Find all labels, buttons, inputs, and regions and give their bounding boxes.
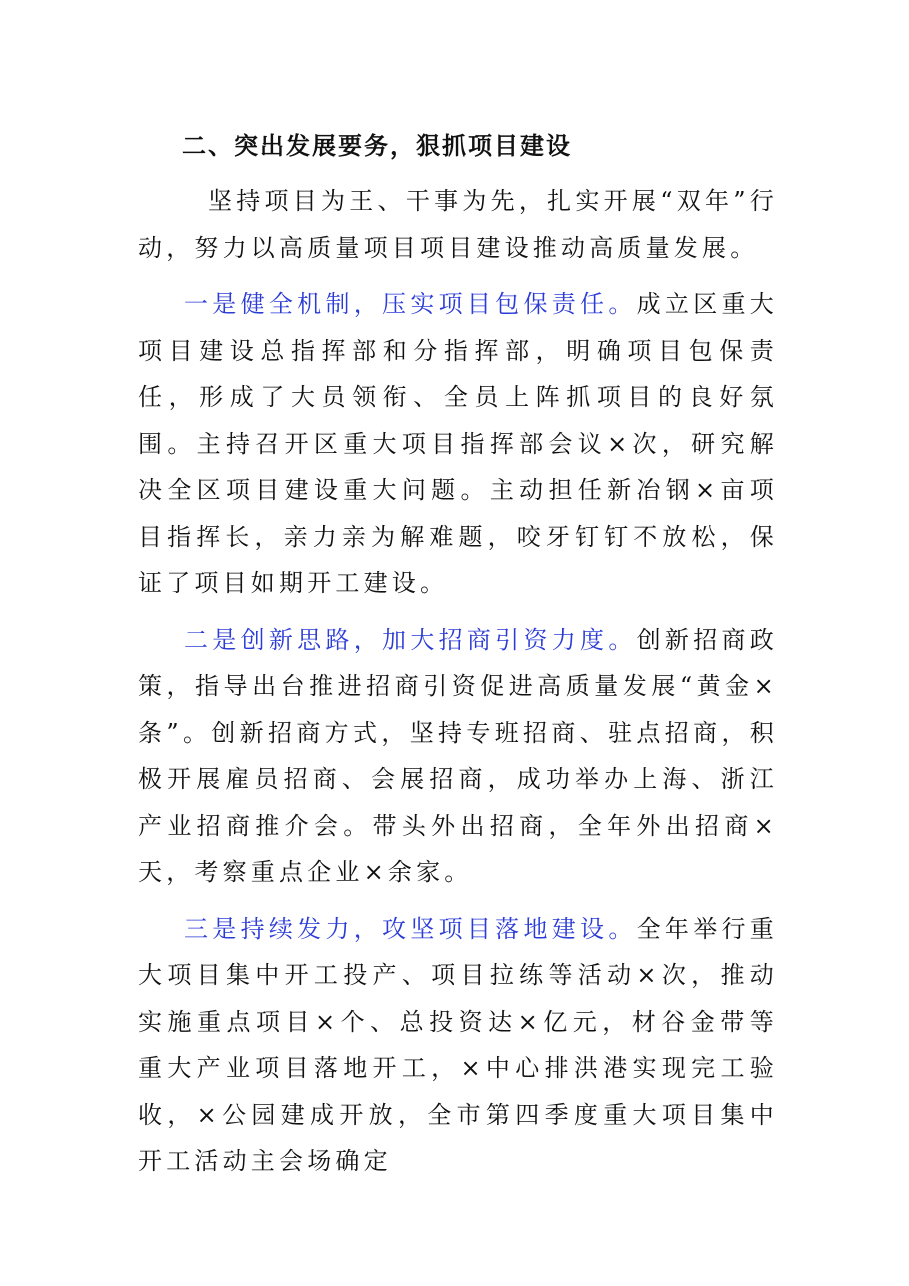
paragraph-investment: [138, 617, 778, 896]
paragraph-implementation: [138, 906, 778, 1185]
intro-paragraph-text: 坚持项目为王、干事为先，扎实开展“双年”行动，努力以高质量项目项目建设推动高质量发展。: [138, 187, 778, 262]
paragraph-implementation-lead: 三是持续发力，攻坚项目落地建设。: [184, 914, 637, 943]
paragraph-mechanism-lead: 一是健全机制，压实项目包保责任。: [184, 290, 637, 318]
paragraph-mechanism: [138, 281, 778, 607]
intro-paragraph: [138, 178, 778, 271]
paragraph-implementation-text: 全年举行重大项目集中开工投产、项目拉练等活动×次，推动实施重点项目×个、总投资达×亿元，材谷金带等重大产业项目落地开工，×中心排洪港实现完工验收，×公园建成开放，全市第四季度重大项目集中开工活动主会场确定: [138, 914, 778, 1175]
paragraph-investment-text: 创新招商政策，指导出台推进招商引资促进高质量发展“黄金×条”。创新招商方式，坚持专班招商、驻点招商，积极开展雇员招商、会展招商，成功举办上海、浙江产业招商推介会。带头外出招商，全年外出招商×天，考察重点企业×余家。: [138, 625, 778, 886]
section-heading: 二、突出发展要务，狠抓项目建设: [182, 132, 572, 160]
paragraph-investment-lead: 二是创新思路，加大招商引资力度。: [184, 625, 637, 654]
paragraph-mechanism-text: 成立区重大项目建设总指挥部和分指挥部，明确项目包保责任，形成了大员领衔、全员上阵抓项目的良好氛围。主持召开区重大项目指挥部会议×次，研究解决全区项目建设重大问题。主动担任新冶钢×亩项目指挥长，亲力亲为解难题，咬牙钉钉不放松，保证了项目如期开工建设。: [138, 290, 778, 597]
document-body: [138, 118, 778, 1195]
